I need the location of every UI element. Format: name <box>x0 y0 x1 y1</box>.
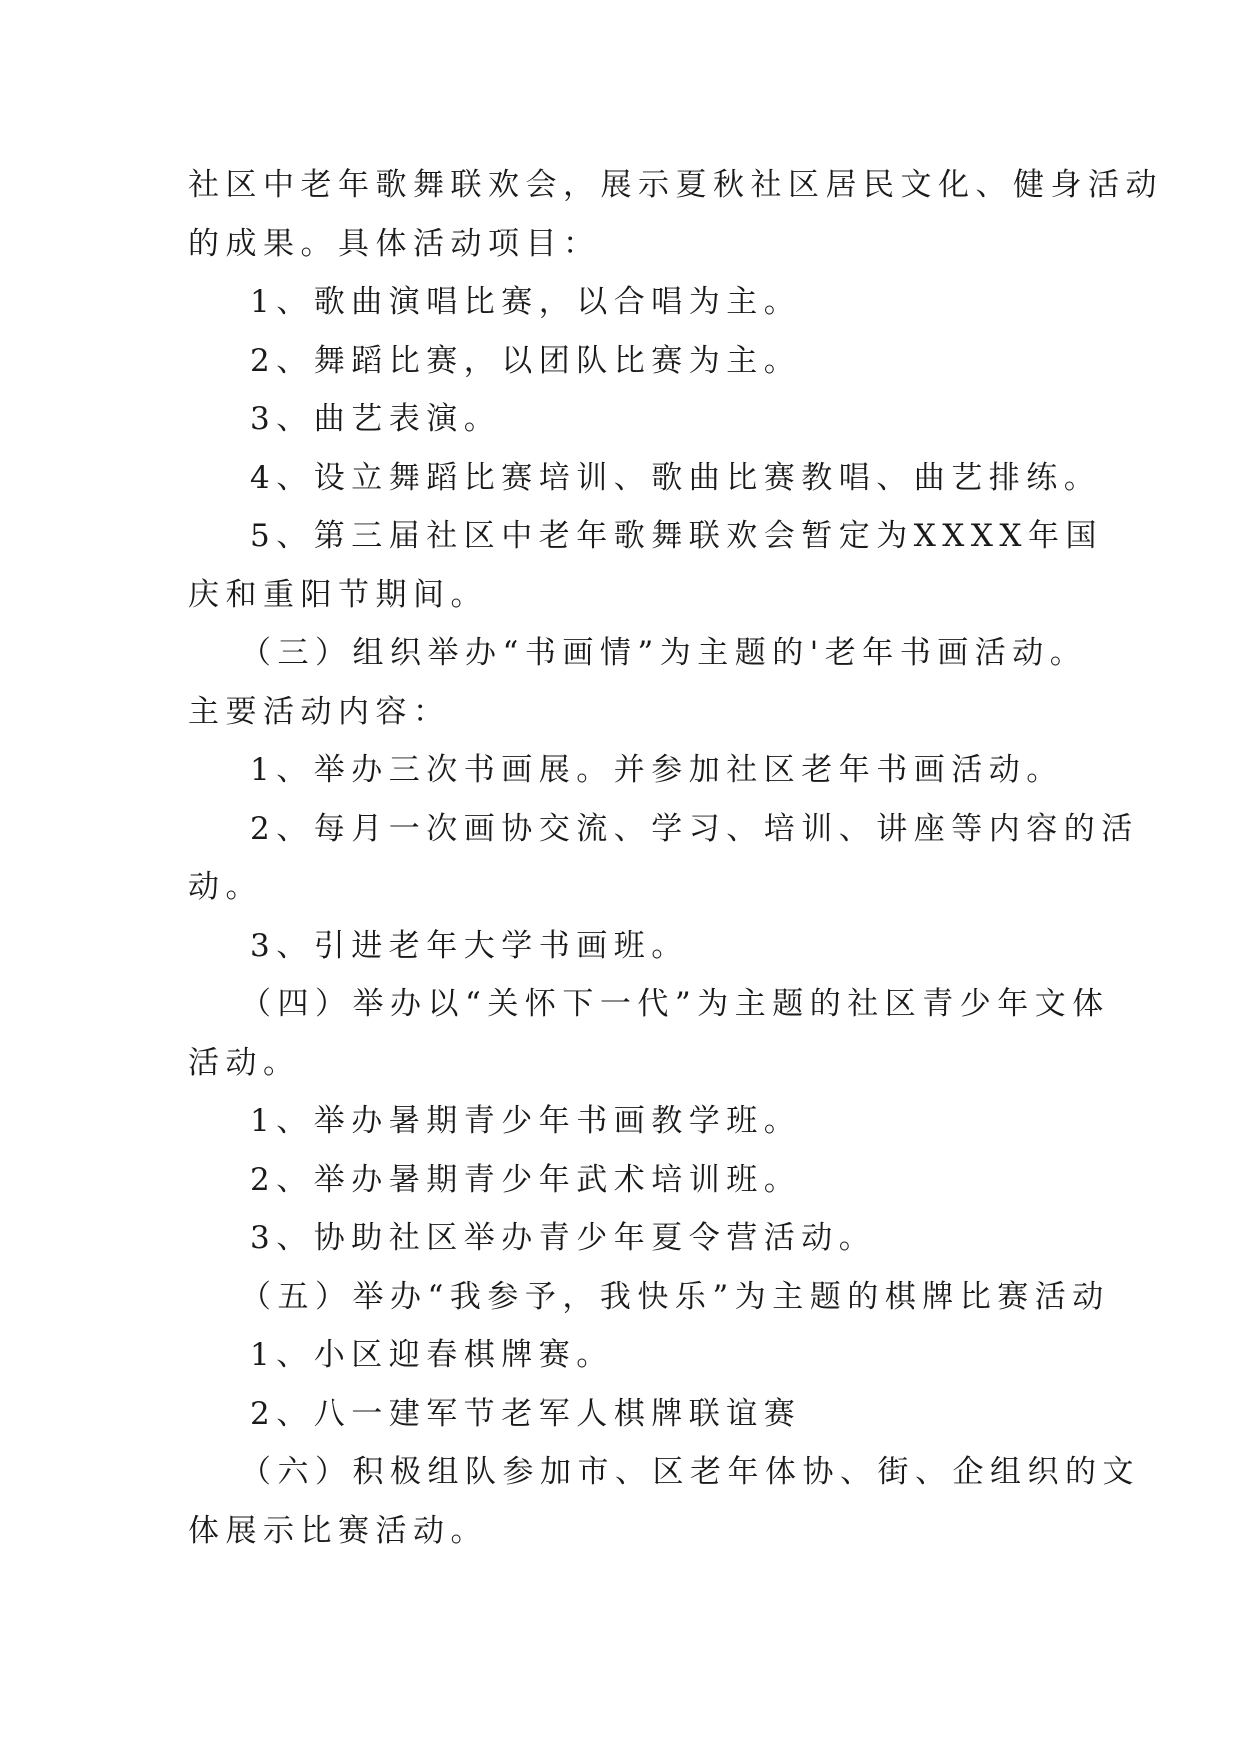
list-item: 2、举办暑期青少年武术培训班。 <box>250 1161 802 1198</box>
section-heading: （五）举办“我参予，我快乐”为主题的棋牌比赛活动 <box>240 1278 1110 1315</box>
section-heading: （四）举办以“关怀下一代”为主题的社区青少年文体 <box>240 986 1110 1022</box>
list-item: 4、设立舞蹈比赛培训、歌曲比赛教唱、曲艺排练。 <box>250 459 1102 496</box>
section-heading: （六）积极组队参加市、区老年体协、街、企组织的文 <box>240 1454 1140 1490</box>
paragraph-line: 的成果。具体活动项目： <box>188 225 601 262</box>
list-item: 1、歌曲演唱比赛，以合唱为主。 <box>250 284 802 320</box>
paragraph-line: 体展示比赛活动。 <box>188 1512 488 1549</box>
paragraph-line: 活动。 <box>188 1044 301 1081</box>
paragraph-line: 主要活动内容： <box>188 693 451 730</box>
list-item: 1、举办暑期青少年书画教学班。 <box>250 1103 802 1139</box>
section-heading: （三）组织举办“书画情”为主题的'老年书画活动。 <box>240 635 1088 671</box>
list-item: 3、引进老年大学书画班。 <box>250 927 689 964</box>
list-item: 3、曲艺表演。 <box>250 401 502 437</box>
document-body <box>188 156 1163 1560</box>
paragraph-line: 庆和重阳节期间。 <box>188 576 488 613</box>
list-item: 1、小区迎春棋牌赛。 <box>250 1337 614 1373</box>
list-item: 3、协助社区举办青少年夏令营活动。 <box>250 1220 877 1256</box>
paragraph-line: 动。 <box>188 869 263 905</box>
paragraph-line: 社区中老年歌舞联欢会，展示夏秋社区居民文化、健身活动 <box>188 167 1163 203</box>
list-item: 1、举办三次书画展。并参加社区老年书画活动。 <box>250 752 1064 788</box>
list-item: 2、舞蹈比赛，以团队比赛为主。 <box>250 342 802 379</box>
list-item: 2、每月一次画协交流、学习、培训、讲座等内容的活 <box>250 810 1139 847</box>
list-item: 2、八一建军节老军人棋牌联谊赛 <box>250 1395 802 1432</box>
list-item: 5、第三届社区中老年歌舞联欢会暂定为XXXX年国 <box>250 518 1103 554</box>
